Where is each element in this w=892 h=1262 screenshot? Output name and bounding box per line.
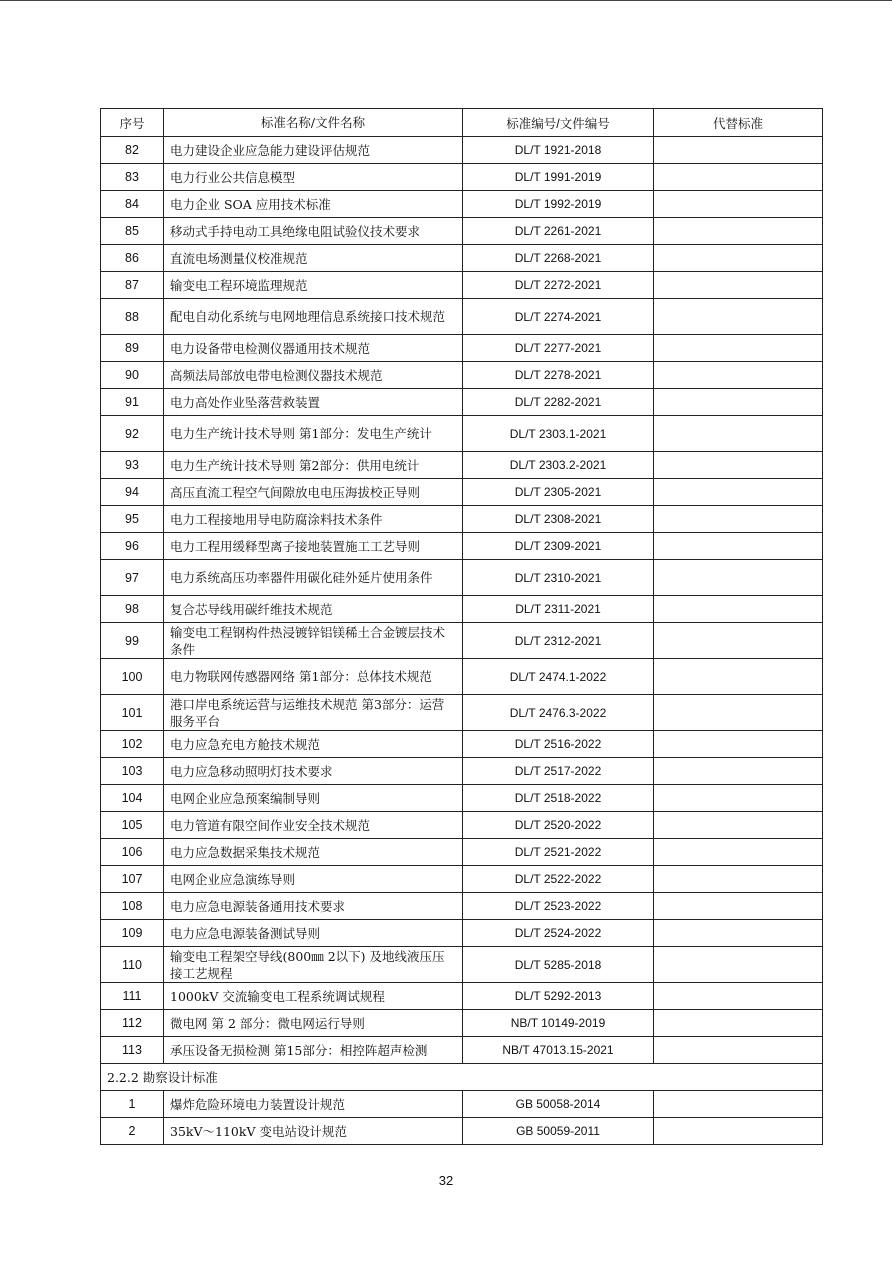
table-row	[101, 983, 823, 1010]
table-row	[101, 1118, 823, 1145]
row-name: 电力系统高压功率器件用碳化硅外延片使用条件	[164, 560, 463, 596]
row-replace	[654, 533, 823, 560]
row-name: 复合芯导线用碳纤维技术规范	[164, 596, 463, 623]
table-row	[101, 533, 823, 560]
page-number: 32	[438, 1173, 454, 1188]
row-number: 87	[101, 272, 164, 299]
row-code: DL/T 2308-2021	[463, 506, 654, 533]
table-row	[101, 272, 823, 299]
row-code: DL/T 2274-2021	[463, 299, 654, 335]
row-replace	[654, 920, 823, 947]
row-replace	[654, 137, 823, 164]
row-number: 112	[101, 1010, 164, 1037]
row-name: 输变电工程钢构件热浸镀锌铝镁稀土合金镀层技术条件	[164, 623, 463, 659]
row-number: 85	[101, 218, 164, 245]
row-code: DL/T 2309-2021	[463, 533, 654, 560]
row-code: DL/T 2523-2022	[463, 893, 654, 920]
row-number: 83	[101, 164, 164, 191]
row-name: 电力企业 SOA 应用技术标准	[164, 191, 463, 218]
row-name: 电力工程用缓释型离子接地装置施工工艺导则	[164, 533, 463, 560]
header-name: 标准名称/文件名称	[164, 109, 463, 137]
row-number: 102	[101, 731, 164, 758]
row-replace	[654, 812, 823, 839]
row-replace	[654, 389, 823, 416]
row-code: DL/T 2474.1-2022	[463, 659, 654, 695]
row-replace	[654, 335, 823, 362]
row-name: 电网企业应急预案编制导则	[164, 785, 463, 812]
row-name: 输变电工程环境监理规范	[164, 272, 463, 299]
row-number: 113	[101, 1037, 164, 1064]
header-code: 标准编号/文件编号	[463, 109, 654, 137]
row-code: DL/T 2277-2021	[463, 335, 654, 362]
row-number: 104	[101, 785, 164, 812]
row-name: 移动式手持电动工具绝缘电阻试验仪技术要求	[164, 218, 463, 245]
table-row	[101, 812, 823, 839]
row-number: 93	[101, 452, 164, 479]
row-name: 电力建设企业应急能力建设评估规范	[164, 137, 463, 164]
row-number: 91	[101, 389, 164, 416]
row-number: 111	[101, 983, 164, 1010]
table-row	[101, 659, 823, 695]
table-row	[101, 758, 823, 785]
row-replace	[654, 272, 823, 299]
section-title: 2.2.2 勘察设计标准	[101, 1064, 823, 1091]
row-name: 电力应急充电方舱技术规范	[164, 731, 463, 758]
table-row	[101, 1091, 823, 1118]
table-row	[101, 920, 823, 947]
row-name: 电力物联网传感器网络 第1部分：总体技术规范	[164, 659, 463, 695]
row-name: 配电自动化系统与电网地理信息系统接口技术规范	[164, 299, 463, 335]
row-number: 98	[101, 596, 164, 623]
row-code: DL/T 2261-2021	[463, 218, 654, 245]
table-row	[101, 866, 823, 893]
table-row	[101, 695, 823, 731]
row-name: 电力行业公共信息模型	[164, 164, 463, 191]
row-number: 103	[101, 758, 164, 785]
table-row	[101, 362, 823, 389]
row-code: DL/T 2282-2021	[463, 389, 654, 416]
row-code: DL/T 2516-2022	[463, 731, 654, 758]
row-code: GB 50059-2011	[463, 1118, 654, 1145]
row-name: 直流电场测量仪校准规范	[164, 245, 463, 272]
row-number: 94	[101, 479, 164, 506]
row-replace	[654, 191, 823, 218]
row-number: 110	[101, 947, 164, 983]
table-row	[101, 506, 823, 533]
row-replace	[654, 785, 823, 812]
table-row	[101, 560, 823, 596]
row-code: DL/T 2517-2022	[463, 758, 654, 785]
row-number: 96	[101, 533, 164, 560]
row-replace	[654, 1010, 823, 1037]
row-replace	[654, 218, 823, 245]
row-name: 港口岸电系统运营与运维技术规范 第3部分：运营服务平台	[164, 695, 463, 731]
header-no: 序号	[101, 109, 164, 137]
row-number: 108	[101, 893, 164, 920]
row-replace	[654, 839, 823, 866]
row-code: DL/T 2312-2021	[463, 623, 654, 659]
row-number: 100	[101, 659, 164, 695]
table-row	[101, 1037, 823, 1064]
row-replace	[654, 362, 823, 389]
row-replace	[654, 479, 823, 506]
row-number: 106	[101, 839, 164, 866]
row-replace	[654, 1091, 823, 1118]
row-number: 99	[101, 623, 164, 659]
table-row	[101, 191, 823, 218]
row-code: DL/T 2310-2021	[463, 560, 654, 596]
row-name: 电力应急电源装备测试导则	[164, 920, 463, 947]
row-number: 2	[101, 1118, 164, 1145]
row-name: 35kV～110kV 变电站设计规范	[164, 1118, 463, 1145]
section-row	[101, 1064, 823, 1091]
row-name: 爆炸危险环境电力装置设计规范	[164, 1091, 463, 1118]
row-name: 承压设备无损检测 第15部分：相控阵超声检测	[164, 1037, 463, 1064]
row-number: 90	[101, 362, 164, 389]
table-row	[101, 299, 823, 335]
row-code: DL/T 2524-2022	[463, 920, 654, 947]
row-replace	[654, 1118, 823, 1145]
row-replace	[654, 659, 823, 695]
row-replace	[654, 947, 823, 983]
table-row	[101, 1010, 823, 1037]
row-name: 电力设备带电检测仪器通用技术规范	[164, 335, 463, 362]
row-code: DL/T 2311-2021	[463, 596, 654, 623]
row-replace	[654, 596, 823, 623]
row-code: DL/T 2518-2022	[463, 785, 654, 812]
row-code: DL/T 2305-2021	[463, 479, 654, 506]
row-code: NB/T 47013.15-2021	[463, 1037, 654, 1064]
row-number: 107	[101, 866, 164, 893]
row-name: 电网企业应急演练导则	[164, 866, 463, 893]
row-number: 84	[101, 191, 164, 218]
row-code: DL/T 2476.3-2022	[463, 695, 654, 731]
row-replace	[654, 731, 823, 758]
row-replace	[654, 695, 823, 731]
table-row	[101, 245, 823, 272]
header-replace: 代替标准	[654, 109, 823, 137]
row-name: 电力生产统计技术导则 第1部分：发电生产统计	[164, 416, 463, 452]
row-name: 电力工程接地用导电防腐涂料技术条件	[164, 506, 463, 533]
row-number: 95	[101, 506, 164, 533]
row-code: DL/T 2303.1-2021	[463, 416, 654, 452]
table-row	[101, 839, 823, 866]
row-code: DL/T 5285-2018	[463, 947, 654, 983]
row-name: 电力生产统计技术导则 第2部分：供用电统计	[164, 452, 463, 479]
table-row	[101, 335, 823, 362]
row-code: NB/T 10149-2019	[463, 1010, 654, 1037]
table-row	[101, 623, 823, 659]
row-replace	[654, 416, 823, 452]
table-row	[101, 596, 823, 623]
row-number: 92	[101, 416, 164, 452]
row-number: 101	[101, 695, 164, 731]
row-replace	[654, 893, 823, 920]
table-row	[101, 947, 823, 983]
row-replace	[654, 560, 823, 596]
table-row	[101, 731, 823, 758]
row-number: 88	[101, 299, 164, 335]
row-number: 97	[101, 560, 164, 596]
row-replace	[654, 506, 823, 533]
row-replace	[654, 1037, 823, 1064]
row-code: DL/T 2522-2022	[463, 866, 654, 893]
row-replace	[654, 623, 823, 659]
table-row	[101, 164, 823, 191]
row-name: 电力管道有限空间作业安全技术规范	[164, 812, 463, 839]
row-code: DL/T 2278-2021	[463, 362, 654, 389]
table-row	[101, 785, 823, 812]
row-name: 微电网 第 2 部分：微电网运行导则	[164, 1010, 463, 1037]
row-replace	[654, 164, 823, 191]
table-row	[101, 218, 823, 245]
row-number: 105	[101, 812, 164, 839]
row-name: 电力应急电源装备通用技术要求	[164, 893, 463, 920]
row-replace	[654, 245, 823, 272]
row-name: 输变电工程架空导线(800㎜ 2以下) 及地线液压压接工艺规程	[164, 947, 463, 983]
row-name: 电力高处作业坠落营救装置	[164, 389, 463, 416]
row-name: 电力应急数据采集技术规范	[164, 839, 463, 866]
row-code: DL/T 5292-2013	[463, 983, 654, 1010]
table-row	[101, 893, 823, 920]
row-number: 86	[101, 245, 164, 272]
table-row	[101, 479, 823, 506]
row-name: 1000kV 交流输变电工程系统调试规程	[164, 983, 463, 1010]
row-replace	[654, 452, 823, 479]
top-border-line	[0, 0, 892, 1]
table-row	[101, 389, 823, 416]
row-number: 1	[101, 1091, 164, 1118]
table-header-row	[101, 109, 823, 137]
row-number: 82	[101, 137, 164, 164]
row-replace	[654, 299, 823, 335]
row-code: DL/T 2268-2021	[463, 245, 654, 272]
row-code: DL/T 2272-2021	[463, 272, 654, 299]
row-replace	[654, 866, 823, 893]
row-code: DL/T 2303.2-2021	[463, 452, 654, 479]
row-code: DL/T 1991-2019	[463, 164, 654, 191]
row-code: DL/T 2521-2022	[463, 839, 654, 866]
row-number: 109	[101, 920, 164, 947]
row-code: DL/T 1992-2019	[463, 191, 654, 218]
row-name: 电力应急移动照明灯技术要求	[164, 758, 463, 785]
row-code: DL/T 2520-2022	[463, 812, 654, 839]
standards-table	[100, 108, 823, 1145]
row-replace	[654, 983, 823, 1010]
table-row	[101, 137, 823, 164]
table-row	[101, 452, 823, 479]
row-number: 89	[101, 335, 164, 362]
table-row	[101, 416, 823, 452]
row-replace	[654, 758, 823, 785]
row-name: 高频法局部放电带电检测仪器技术规范	[164, 362, 463, 389]
row-code: GB 50058-2014	[463, 1091, 654, 1118]
row-name: 高压直流工程空气间隙放电电压海拔校正导则	[164, 479, 463, 506]
row-code: DL/T 1921-2018	[463, 137, 654, 164]
